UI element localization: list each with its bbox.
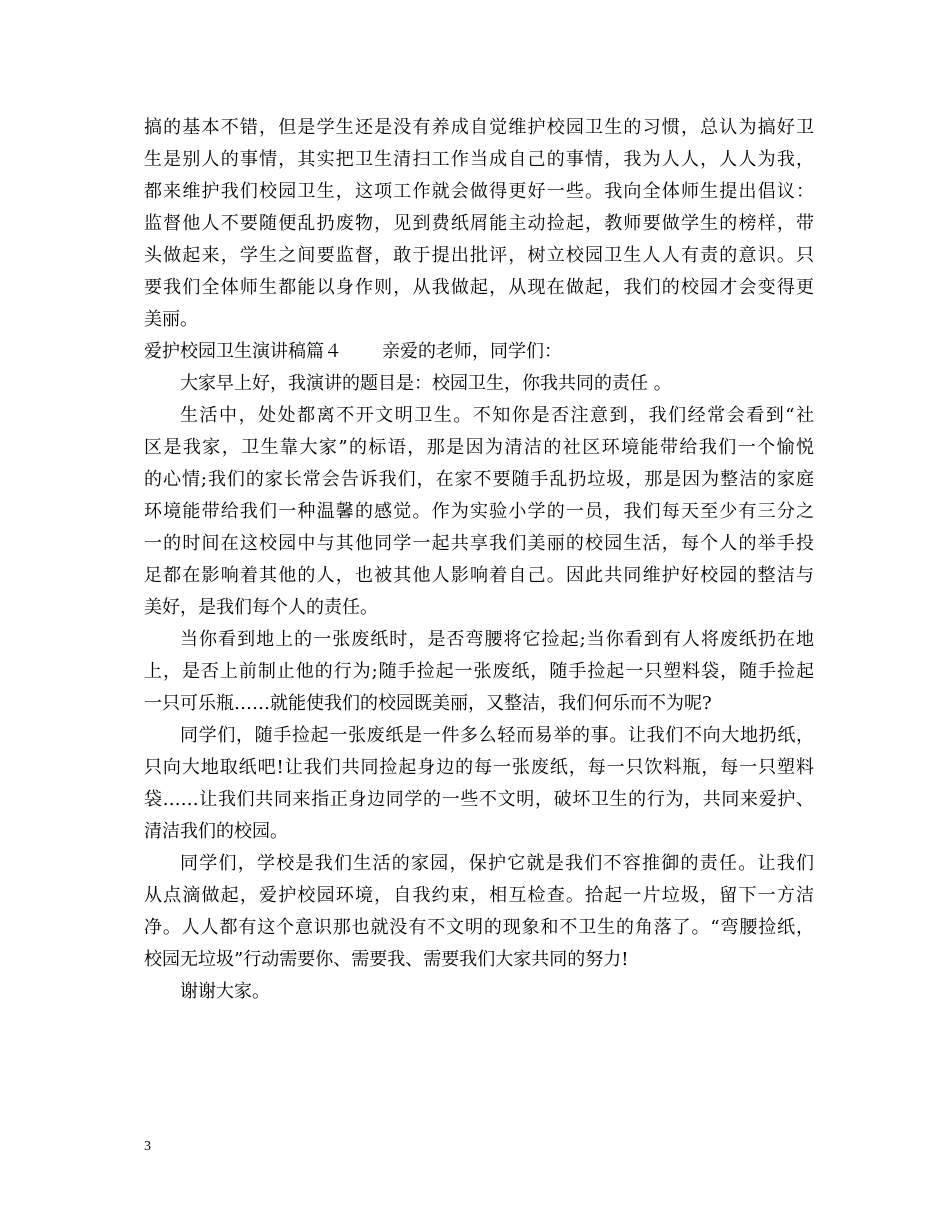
text-line: 一只可乐瓶……就能使我们的校园既美丽，又整洁，我们何乐而不为呢? — [144, 693, 712, 714]
text-line: 环境能带给我们一种温馨的感觉。作为实验小学的一员，我们每天至少有三分之 — [144, 501, 814, 522]
text-line: 同学们，随手捡起一张废纸是一件多么轻而易举的事。让我们不向大地扔纸， — [180, 725, 814, 746]
paragraph-1 — [144, 112, 814, 336]
page-number: 3 — [144, 1139, 151, 1154]
text-line: 一的时间在这校园中与其他同学一起共享我们美丽的校园生活，每个人的举手投 — [144, 533, 814, 554]
paragraph-5 — [144, 848, 814, 976]
text-line: 美丽。 — [144, 309, 198, 330]
paragraph-2 — [144, 400, 814, 624]
salutation: 亲爱的老师，同学们： — [382, 341, 562, 362]
document-page — [144, 112, 814, 1008]
text-line: 只向大地取纸吧!让我们共同捡起身边的每一张废纸，每一只饮料瓶，每一只塑料 — [144, 757, 814, 778]
text-line: 袋……让我们共同来指正身边同学的一些不文明，破坏卫生的行为，共同来爱护、 — [144, 789, 814, 810]
section-heading — [144, 336, 814, 368]
text-line: 要我们全体师生都能以身作则，从我做起，从现在做起，我们的校园才会变得更 — [144, 277, 814, 298]
text-line: 生是别人的事情，其实把卫生清扫工作当成自己的事情，我为人人，人人为我， — [144, 149, 814, 170]
paragraph-3 — [144, 624, 814, 720]
text-line: 区是我家，卫生靠大家”的标语，那是因为清洁的社区环境能带给我们一个愉悦 — [144, 437, 814, 458]
text-line: 从点滴做起，爱护校园环境，自我约束，相互检查。拾起一片垃圾，留下一方洁 — [144, 885, 814, 906]
text-line: 美好，是我们每个人的责任。 — [144, 597, 378, 618]
text-line: 上，是否上前制止他的行为;随手捡起一张废纸，随手捡起一只塑料袋，随手捡起 — [144, 661, 814, 682]
text-line: 校园无垃圾”行动需要你、需要我、需要我们大家共同的努力! — [144, 949, 629, 970]
text-line: 生活中，处处都离不开文明卫生。不知你是否注意到，我们经常会看到“社 — [180, 405, 814, 426]
text-line: 搞的基本不错，但是学生还是没有养成自觉维护校园卫生的习惯，总认为搞好卫 — [144, 117, 814, 138]
text-line: 都来维护我们校园卫生，这项工作就会做得更好一些。我向全体师生提出倡议： — [144, 181, 814, 202]
text-line: 足都在影响着其他的人，也被其他人影响着自己。因此共同维护好校园的整洁与 — [144, 565, 814, 586]
text-line: 净。人人都有这个意识那也就没有不文明的现象和不卫生的角落了。“弯腰捡纸， — [144, 917, 814, 938]
text-line: 当你看到地上的一张废纸时，是否弯腰将它捡起;当你看到有人将废纸扔在地 — [180, 629, 814, 650]
text-line: 头做起来，学生之间要监督，敢于提出批评，树立校园卫生人人有责的意识。只 — [144, 245, 814, 266]
text-line: 清洁我们的校园。 — [144, 821, 288, 842]
text-line: 的心情;我们的家长常会告诉我们，在家不要随手乱扔垃圾，那是因为整洁的家庭 — [144, 469, 814, 490]
section-title: 爱护校园卫生演讲稿篇４ — [144, 341, 342, 362]
closing: 谢谢大家。 — [180, 981, 270, 1002]
text-line: 监督他人不要随便乱扔废物，见到费纸屑能主动捡起，教师要做学生的榜样，带 — [144, 213, 814, 234]
text-line: 同学们，学校是我们生活的家园，保护它就是我们不容推御的责任。让我们 — [180, 853, 814, 874]
paragraph-4 — [144, 720, 814, 848]
greeting: 大家早上好，我演讲的题目是：校园卫生，你我共同的责任 。 — [180, 373, 672, 394]
